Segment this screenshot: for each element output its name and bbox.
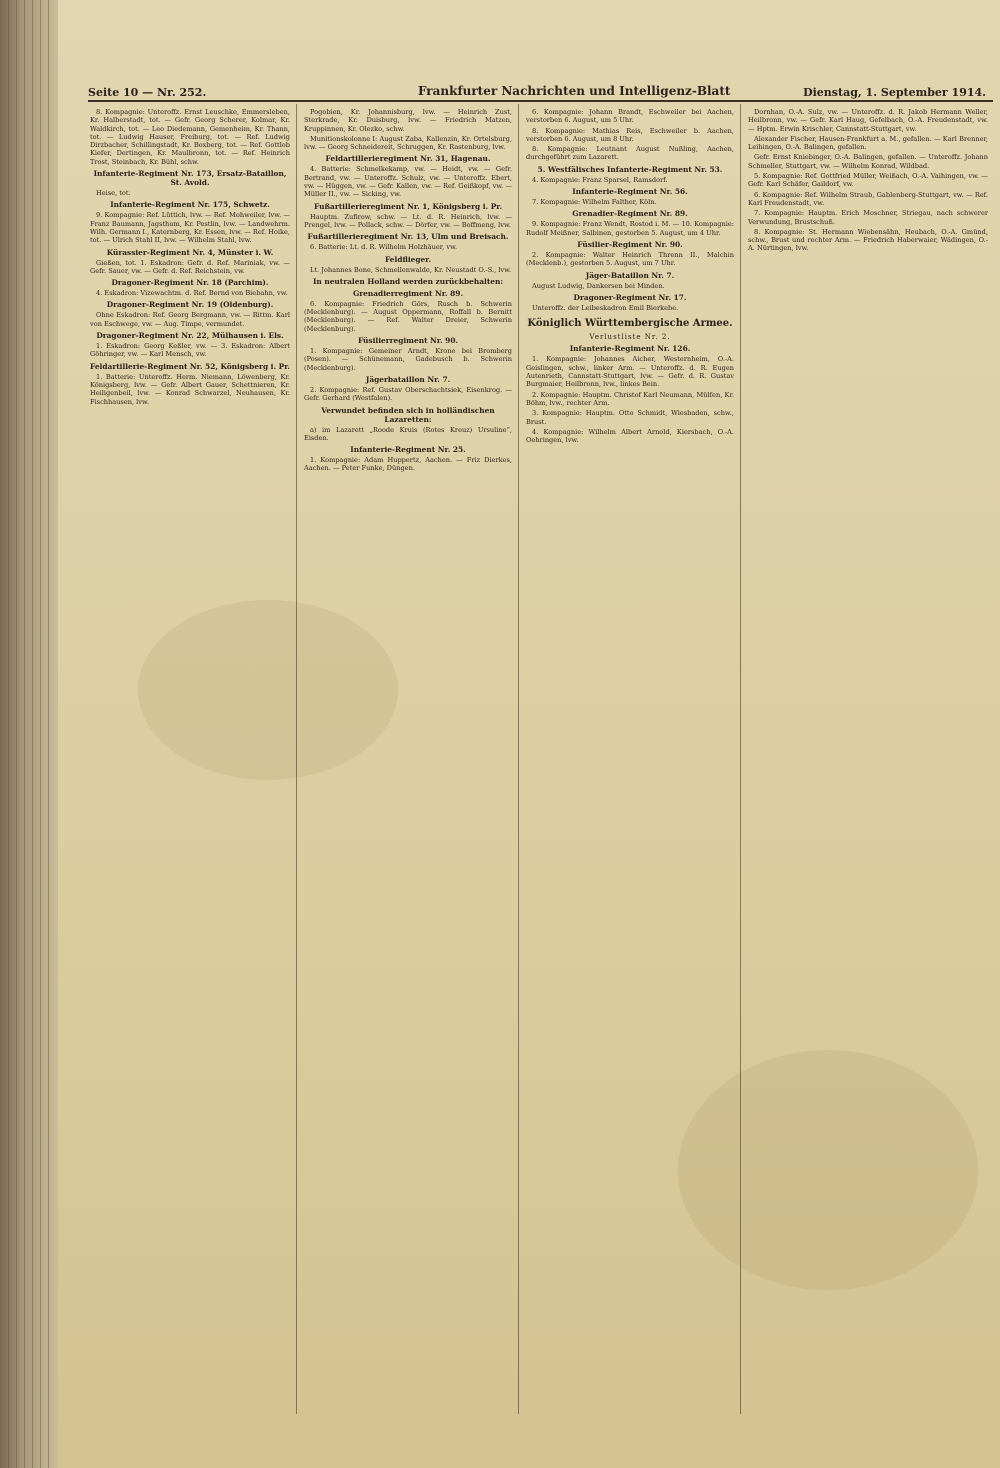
casualty-entry: 1. Kompagnie: Adam Huppertz, Aachen. — Friz Dierkes, Aachen. — Peter Funke, Düngen.: [304, 456, 512, 473]
casualty-entry: 4. Kompagnie: Wilhelm Albert Arnold, Kiersbach, O.-A. Oehringen, lvw.: [526, 427, 734, 445]
section-heading: Infanterie-Regiment Nr. 126.: [569, 344, 691, 354]
section-heading: Infanterie-Regiment Nr. 56.: [572, 187, 688, 197]
casualty-entry: Unteroffz. der Leibeskadron Emil Bierkebe.: [532, 303, 679, 312]
casualty-entry: 5. Kompagnie: Ref. Gottfried Müller, Weißach, O.-A. Vaihingen, vw. — Gefr. Karl Schäfer, Gaildorf, vw.: [748, 172, 988, 189]
text-column-2: [304, 108, 512, 1408]
section-heading: Feldartillerieregiment Nr. 31, Hagenau.: [325, 154, 491, 164]
casualty-entry: 6. Batterie: Lt. d. R. Wilhelm Holzhäuer, vw.: [310, 243, 458, 252]
casualty-entry: a) im Lazarett „Roode Kruis (Rotes Kreuz) Ursuline“, Eisden.: [304, 425, 512, 442]
section-heading: Infanterie-Regiment Nr. 25.: [350, 445, 466, 455]
casualty-entry: 8. Kompagnie: Leutnant August Nußling, Aachen, durchgeführt zum Lazarett.: [526, 145, 734, 162]
casualty-entry: Hauptm. Zufirow, schw. — Lt. d. R. Heinrich, lvw. — Prengel, lvw. — Pollack, schw. — Dörfer, vw. — Boffmeng, lvw.: [304, 212, 512, 229]
section-heading: Kürassier-Regiment Nr. 4, Münster i. W.: [106, 247, 274, 257]
section-heading: Infanterie-Regiment Nr. 175, Schwetz.: [110, 200, 270, 210]
newspaper-title: Frankfurter Nachrichten und Intelligenz-Blatt: [418, 84, 731, 98]
column-divider: [740, 104, 741, 1414]
column-divider: [296, 104, 297, 1414]
casualty-entry: 2. Kompagnie: Hauptm. Christof Karl Neumann, Mülfen, Kr. Böhm, lvw., rechter Arm.: [526, 390, 734, 407]
casualty-entry: 1. Kompagnie: Johannes Aicher, Westernheim, O.-A. Geislingen, schw., linker Arm. — Unteroffz. d. R. Eugen Autenrieth, Cannstatt-Stuttgart, lvw. — Gefr. d. R. Gustav Burgmaier, Heilbronn, lvw., linkes Bein.: [526, 355, 734, 389]
casualty-entry: Lt. Johannes Bone, Schmellenwalde, Kr. Neustadt O.-S., lvw.: [310, 265, 512, 274]
casualty-entry: 3. Kompagnie: Hauptm. Otto Schmidt, Wiesbaden, schw., Brust.: [526, 409, 734, 426]
casualty-entry: 7. Kompagnie: Wilhelm Falther, Köln.: [532, 198, 657, 207]
casualty-entry: 9. Kompagnie: Franz Wendt, Rostod i. M. — 10. Kompagnie: Rudolf Meißner, Salbinen, gestorben 5. August, um 4 Uhr.: [526, 220, 734, 237]
section-heading: Grenadierregiment Nr. 89.: [352, 288, 464, 298]
masthead: [88, 82, 988, 102]
section-heading: Feldflieger.: [384, 254, 432, 264]
section-heading: Grenadier-Regiment Nr. 89.: [572, 209, 688, 219]
section-heading: Fußartillerieregiment Nr. 1, Königsberg i. Pr.: [313, 201, 503, 211]
header-rule: [88, 100, 993, 102]
casualty-entry: 4. Batterie: Schmelkekamp, vw. — Heidt, vw. — Gefr. Bertrand, vw. — Unteroffz. Schulz, vw. — Unteroffz. Ebert, vw. — Hüggen, vw. — Gefr. Kallen, vw. — Ref. Geißkopf, vw. — Müller II., vw. — Sicking, vw.: [304, 165, 512, 199]
casualty-entry: 1. Kompagnie: Gemeiner Arndt, Krone bei Bromberg (Posen). — Schünemann, Gadebusch b. Schwerin (Mecklenburg).: [304, 347, 512, 372]
casualty-entry: Heise, tot.: [96, 189, 131, 198]
section-heading: Dragoner-Regiment Nr. 19 (Oldenburg).: [106, 300, 274, 310]
text-column-3: [526, 108, 734, 1408]
section-heading: Dragoner-Regiment Nr. 18 (Parchim).: [111, 278, 269, 288]
casualty-entry: 9. Kompagnie: Ref. Lüttich, lvw. — Ref. Mohweiler, lvw. — Franz Baumann, Jagsthum, Kr. Pestlin, lvw. — Landwehrm. Wilh. Germann I., Katernberg, Kr. Essen, lvw. — Ref. Hoike, tot. — Ulrich Stahl II, lvw. — Wilhelm Stahl, lvw.: [90, 211, 290, 245]
section-heading: In neutralen Holland werden zurückbehalten:: [312, 276, 504, 286]
casualty-entry: 2. Kompagnie: Ref. Gustav Oberschachtsiek, Eisenkrog. — Gefr. Gerhard (Westfalen).: [304, 385, 512, 403]
casualty-entry: 4. Eskadron: Vizewachtm. d. Ref. Bernd von Biebahn, vw.: [96, 289, 288, 298]
section-heading: Dragoner-Regiment Nr. 22, Mülhausen i. Els.: [96, 331, 284, 341]
casualty-entry: 7. Kompagnie: Hauptm. Erich Moschner, Striegau, nach schwerer Verwundung, Brustschuß.: [748, 209, 988, 226]
casualty-entry: 4. Kompagnie: Franz Sparsel, Ramsdorf.: [532, 175, 668, 184]
casualty-entry: 2. Kompagnie: Walter Heinrich Threnn II., Malchin (Mecklenb.), gestorben 5. August, um 7 Uhr.: [526, 250, 734, 268]
column-divider: [518, 104, 519, 1414]
casualty-entry: Gefr. Ernst Kniebinger, O.-A. Balingen, gefallen. — Unteroffz. Johann Schmeller, Stuttgart, vw. — Wilhelm Konrad, Wildbad.: [748, 153, 988, 170]
issue-date: Dienstag, 1. September 1914.: [803, 86, 986, 99]
casualty-entry: 6. Kompagnie: Friedrich Görs, Rusch b. Schwerin (Mecklenburg). — August Oppermann, Roffall b. Bernitt (Mecklenburg). — Ref. Walter Dreier, Schwerin (Mecklenburg).: [304, 299, 512, 333]
casualty-entry: 6. Kompagnie: Johann Brandt, Eschweiler bei Aachen, verstorben 6. August, um 5 Uhr.: [526, 108, 734, 125]
casualty-entry: Munitionskolonne I: August Zaba, Kallenzin, Kr. Ortelsburg, lvw. — Georg Schneidereit, Schruggen, Kr. Rastenburg, lvw.: [304, 134, 512, 152]
casualty-entry: 1. Eskadron: Georg Keßler, vw. — 3. Eskadron: Albert Göhringer, vw. — Karl Mensch, vw.: [90, 342, 290, 359]
casualty-entry: Pogobien, Kr. Johannisburg, lvw. — Heinrich Zust, Sterkrade, Kr. Duisburg, lvw. — Friedrich Matzen, Kruppinnen, Kr. Olezko, schw.: [304, 108, 512, 133]
text-column-1: [90, 108, 290, 1408]
section-heading: Infanterie-Regiment Nr. 173, Ersatz-Bataillon, St. Avold.: [93, 169, 287, 188]
section-heading: Königlich Württembergische Armee.: [527, 318, 733, 330]
casualty-entry: Gießen, tot. 1. Eskadron: Gefr. d. Ref. Mariniak, vw. — Gefr. Sauer, vw. — Gefr. d. Ref. Reichstein, vw.: [90, 258, 290, 275]
section-heading: Fußartillerieregiment Nr. 13, Ulm und Breisach.: [307, 232, 509, 242]
list-number: Verlustliste Nr. 2.: [589, 333, 671, 342]
casualty-entry: Ohne Eskadron: Ref. Georg Bergmann, vw. — Rittm. Karl von Eschwege, vw. — Aug. Timpe, vermundet.: [90, 311, 290, 328]
section-heading: Füsilierregiment Nr. 90.: [357, 336, 459, 346]
section-heading: Verwundet befinden sich in holländischen Lazaretten:: [321, 405, 495, 424]
section-heading: Feldartillerie-Regiment Nr. 52, Königsberg i. Pr.: [90, 361, 290, 371]
section-heading: Jägerbataillon Nr. 7.: [365, 374, 451, 384]
page-number: Seite 10 — Nr. 252.: [88, 86, 207, 99]
casualty-entry: Dornhan, O.-A. Sulz, vw. — Unteroffz. d. R. Jakob Hermann Weller, Heilbronn, vw. — Gefr. Karl Haug, Gefelbach, O.-A. Freudenstadt, vw. — Hptm. Erwin Krischler, Cannstatt-Stuttgart, vw.: [748, 108, 988, 133]
section-heading: 5. Westfälisches Infanterie-Regiment Nr. 53.: [537, 164, 723, 174]
casualty-entry: 8. Kompagnie: Unteroffz. Ernst Leuschke, Emmersleben, Kr. Halberstadt, tot. — Gefr. Georg Scherer, Kolmar, Kr. Waldkirch, tot. — Leo Diedemann, Gemenheim, Kr. Thann, tot. — Ludwig Hauser, Freiburg, tot. — Ref. Ludwig Dirzbacher, Schillingstadt, Kr. Boxberg, tot. — Ref. Gottlob Kiefer, Dertingen, Kr. Maulbronn, tot. — Ref. Heinrich Trost, Steinbach, Kr. Bühl, schw.: [90, 108, 290, 166]
casualty-entry: August Ludwig, Dankersen bei Minden.: [532, 281, 665, 290]
casualty-entry: Alexander Fischer, Hausen-Frankfurt a. M., gefallen. — Karl Brenner, Leihingen, O.-A. Balingen, gefallen.: [748, 134, 988, 152]
book-binding: [0, 0, 58, 1468]
casualty-entry: 8. Kompagnie: St. Hermann Wiebensähn, Heubach, O.-A. Gmünd, schw., Brust und rechter Arm. — Friedrich Haberwaier, Wädingen, O.-A. Nürtingen, lvw.: [748, 227, 988, 253]
text-column-4: [748, 108, 988, 1408]
casualty-entry: 8. Kompagnie: Mathias Reis, Eschweiler b. Aachen, verstorben 6. August, um 8 Uhr.: [526, 126, 734, 143]
casualty-entry: 6. Kompagnie: Ref. Wilhelm Straub, Gablenberg-Stuttgart, vw. — Ref. Karl Freudenstadt, vw.: [748, 190, 988, 207]
casualty-entry: 1. Batterie: Unteroffz. Herm. Niemann, Löwenberg, Kr. Königsberg, lvw. — Gefr. Albert Gauer, Schettnieren, Kr. Heiligenbeil, lvw. — Konrad Schwarzel, Neuhausen, Kr. Fischhausen, lvw.: [90, 372, 290, 406]
section-heading: Füsilier-Regiment Nr. 90.: [577, 239, 683, 249]
section-heading: Jäger-Bataillon Nr. 7.: [585, 270, 675, 280]
newspaper-page: [58, 0, 1000, 1468]
section-heading: Dragoner-Regiment Nr. 17.: [573, 292, 687, 302]
